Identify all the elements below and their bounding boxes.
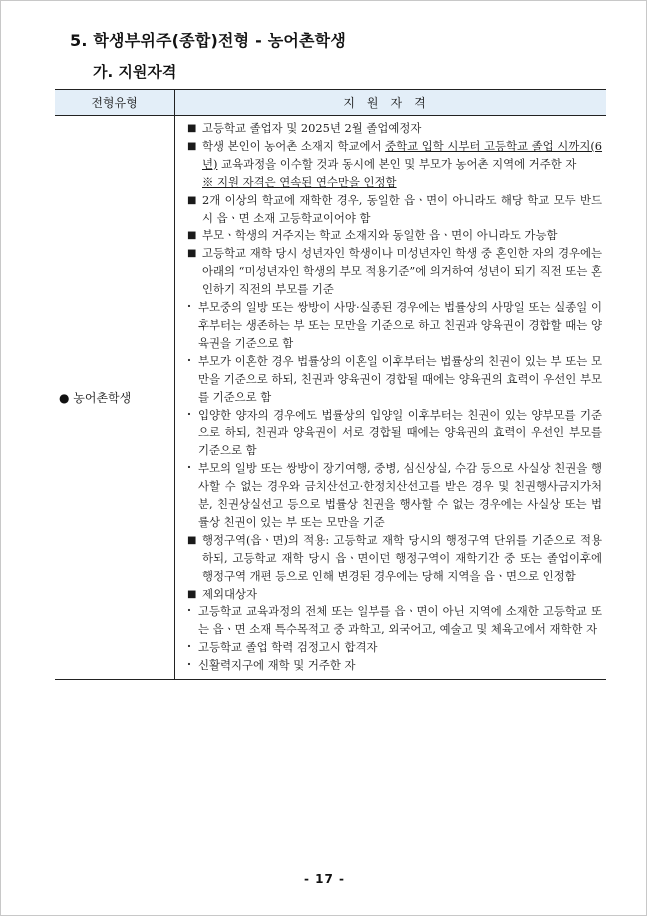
sub-item-text: 신활력지구에 재학 및 거주한 자 xyxy=(198,658,356,673)
item-text: 2개 이상의 학교에 재학한 경우, 동일한 읍ㆍ면이 아니라도 해당 학교 모두 반드시 읍ㆍ면 소재 고등학교이어야 함 xyxy=(202,192,602,225)
item-text: 제외대상자 xyxy=(202,586,258,601)
square-bullet-icon: ■ xyxy=(187,194,197,206)
square-bullet-icon: ■ xyxy=(187,588,197,600)
header-admission-type: 전형유형 xyxy=(55,90,175,116)
square-bullet-icon: ■ xyxy=(187,534,197,546)
item-text: 고등학교 재학 당시 성년자인 학생이나 미성년자인 학생 중 혼인한 자의 경우에는 아래의 “미성년자인 학생의 부모 적용기준”에 의거하여 성년이 되기 직전 또는 혼인하기 직전의 부모를 기준 xyxy=(202,246,602,297)
list-item xyxy=(183,192,602,228)
dot-bullet-icon: · xyxy=(187,299,191,314)
dot-bullet-icon: · xyxy=(187,352,191,367)
item-text: 학생 본인이 농어촌 소재지 학교에서 중학교 입학 시부터 고등학교 졸업 시까지(6년) 교육과정을 이수할 것과 동시에 본인 및 부모가 농어촌 지역에 거주한 자 xyxy=(202,138,603,171)
list-item xyxy=(183,120,602,138)
sub-list-item xyxy=(183,299,602,353)
sub-item-text: 부모중의 일방 또는 쌍방이 사망·실종된 경우에는 법률상의 사망일 또는 실종일 이후부터는 생존하는 부 또는 모만을 기준으로 하고 친권과 양육권이 경합할 때는 양육권을 기준으로 함 xyxy=(198,300,602,350)
dot-bullet-icon: · xyxy=(187,460,191,475)
item-text: 행정구역(읍ㆍ면)의 적용: 고등학교 재학 당시의 행정구역 단위를 기준으로 적용하되, 고등학교 재학 당시 읍ㆍ면이던 행정구역이 재학기간 중 또는 졸업이후에 행정구역 개편 등으로 인해 변경된 경우에는 당해 지역을 읍ㆍ면으로 인정함 xyxy=(202,532,602,583)
square-bullet-icon: ■ xyxy=(187,248,197,260)
sub-list-item xyxy=(183,639,602,657)
dot-bullet-icon: · xyxy=(187,639,191,654)
sub-list-item xyxy=(183,657,602,675)
item-text: 고등학교 졸업자 및 2025년 2월 졸업예정자 xyxy=(202,121,422,135)
sub-list-item xyxy=(183,407,602,461)
list-item xyxy=(183,586,602,604)
table-header-row xyxy=(55,90,606,116)
page-number: - 17 - xyxy=(303,872,345,886)
qualification-cell xyxy=(175,116,607,680)
admission-type-cell: ● 농어촌학생 xyxy=(55,116,175,680)
section-title: 5. 학생부위주(종합)전형 - 농어촌학생 xyxy=(70,31,346,50)
underlined-period: 중학교 입학 시부터 고등학교 졸업 시까지(6년) xyxy=(202,138,603,171)
eligibility-table xyxy=(55,89,606,680)
square-bullet-icon: ■ xyxy=(187,140,197,152)
sub-title: 가. 지원자격 xyxy=(93,63,177,81)
sub-list-item xyxy=(183,460,602,532)
dot-bullet-icon: · xyxy=(187,406,191,421)
dot-bullet-icon: · xyxy=(187,657,191,672)
list-item xyxy=(183,138,602,174)
note: ※ 지원 자격은 연속된 연수만을 인정함 xyxy=(202,174,397,189)
sub-item-text: 부모의 일방 또는 쌍방이 장기여행, 중병, 심신상실, 수감 등으로 사실상 친권을 행사할 수 없는 경우와 금치산선고·한정치산선고를 받은 경우 및 친권행사금지가처분, 친권상실선고 등으로 법률상 친권을 행사할 수 없는 경우에는 사실상 또는 법률상 친권이 있는 부 또는 모만을 기준 xyxy=(198,461,602,529)
header-qualification: 지원자격 xyxy=(175,90,607,116)
sub-item-text: 고등학교 교육과정의 전체 또는 일부를 읍ㆍ면이 아닌 지역에 소재한 고등학교 또는 읍ㆍ면 소재 특수목적고 중 과학고, 외국어고, 예술고 및 체육고에서 재학한 자 xyxy=(198,604,602,637)
sub-list-item xyxy=(183,603,602,639)
list-item xyxy=(183,245,602,299)
list-item xyxy=(183,532,602,586)
item-text: 부모ㆍ학생의 거주지는 학교 소재지와 동일한 읍ㆍ면이 아니라도 가능함 xyxy=(202,228,558,243)
sub-list-item xyxy=(183,353,602,407)
square-bullet-icon: ■ xyxy=(187,123,197,134)
dot-bullet-icon: · xyxy=(187,603,191,618)
table-row xyxy=(55,116,606,680)
square-bullet-icon: ■ xyxy=(187,230,197,242)
sub-item-text: 고등학교 졸업 학력 검정고시 합격자 xyxy=(198,640,378,655)
sub-item-text: 입양한 양자의 경우에도 법률상의 입양일 이후부터는 친권이 있는 양부모를 기준으로 하되, 친권과 양육권이 서로 경합될 때에는 양육권의 효력이 우선인 부모를 기준으로 함 xyxy=(198,407,602,458)
sub-item-text: 부모가 이혼한 경우 법률상의 이혼일 이후부터는 법률상의 친권이 있는 부 또는 모만을 기준으로 하되, 친권과 양육권이 경합될 때에는 양육권의 효력이 우선인 부모를 기준으로 함 xyxy=(198,353,602,404)
list-item xyxy=(183,227,602,245)
